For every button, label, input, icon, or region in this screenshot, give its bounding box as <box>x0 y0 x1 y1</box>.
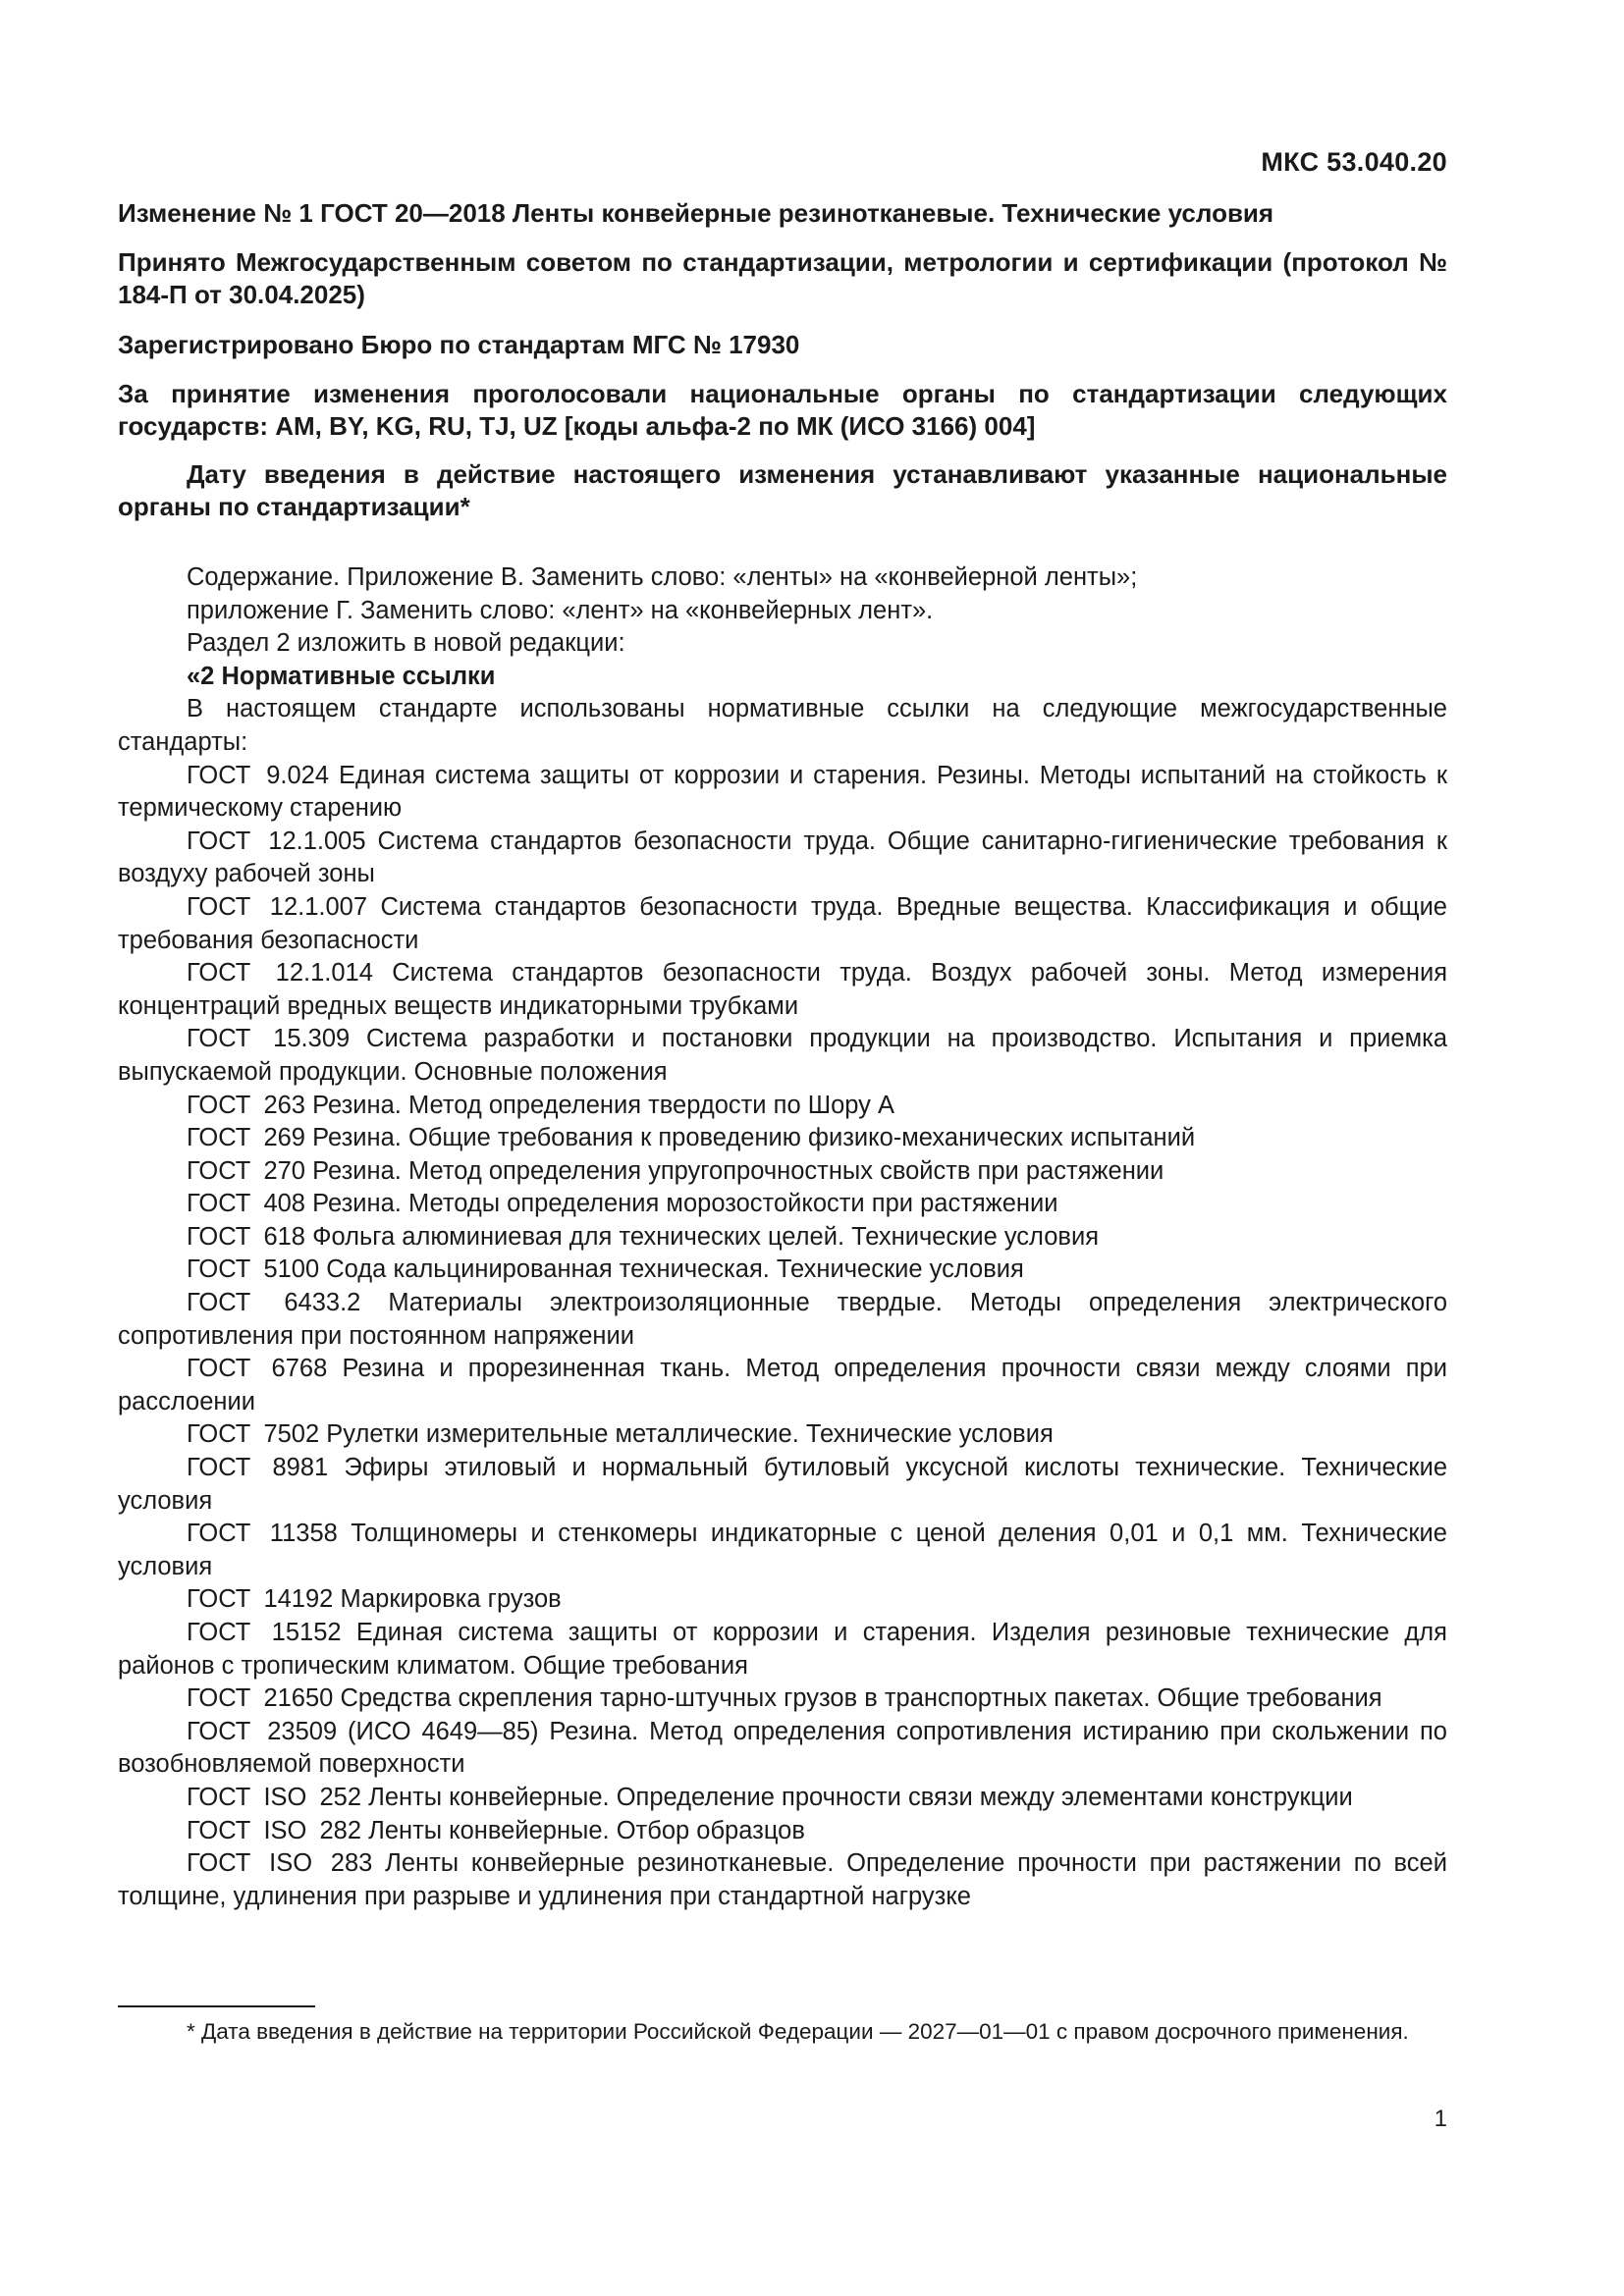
reference-code: ГОСТ 12.1.007 <box>187 892 368 921</box>
reference-title: Резина. Общие требования к проведению физико-механических испытаний <box>312 1124 1196 1152</box>
reference-item <box>118 1287 1447 1353</box>
reference-item <box>118 1452 1447 1518</box>
reference-title: Фольга алюминиевая для технических целей. Технические условия <box>312 1222 1100 1251</box>
amendment-body <box>118 561 1447 1913</box>
reference-title: Эфиры этиловый и нормальный бутиловый уксусной кислоты технические. Технические условия <box>118 1454 1448 1515</box>
reference-item <box>118 1353 1447 1418</box>
reference-item <box>118 891 1447 957</box>
registered-statement: Зарегистрировано Бюро по стандартам МГС № 17930 <box>118 330 800 359</box>
reference-title: Средства скрепления тарно-штучных грузов в транспортных пакетах. Общие требования <box>340 1684 1382 1713</box>
reference-title: Маркировка грузов <box>340 1585 562 1614</box>
reference-title: Резина. Метод определения твердости по Шору А <box>312 1091 895 1119</box>
references-list <box>118 760 1447 1914</box>
reference-title: Ленты конвейерные. Отбор образцов <box>368 1816 805 1844</box>
amendment-title: Изменение № 1 ГОСТ 20—2018 Ленты конвейерные резинотканевые. Технические условия <box>118 198 1274 228</box>
reference-title: (ИСО 4649—85) Резина. Метод определения сопротивления истиранию при скольжении по возобновляемой поверхности <box>118 1717 1447 1779</box>
section-heading: «2 Нормативные ссылки <box>187 662 496 690</box>
mks-code: МКС 53.040.20 <box>1261 147 1447 177</box>
reference-item <box>118 1583 1447 1617</box>
reference-code: ГОСТ 6768 <box>187 1355 328 1383</box>
footnote-divider <box>118 2005 315 2007</box>
reference-item <box>118 1847 1447 1913</box>
reference-code: ГОСТ 618 <box>187 1222 305 1251</box>
reference-item <box>118 957 1447 1023</box>
reference-title: Система разработки и постановки продукции на производство. Испытания и приемка выпускаемой продукции. Основные положения <box>118 1025 1448 1086</box>
reference-title: Резина. Метод определения упругопрочностных свойств при растяжении <box>312 1156 1164 1185</box>
reference-title: Рулетки измерительные металлические. Технические условия <box>326 1420 1054 1449</box>
reference-item <box>118 1782 1447 1815</box>
reference-code: ГОСТ 8981 <box>187 1454 329 1482</box>
reference-title: Ленты конвейерные. Определение прочности связи между элементами конструкции <box>368 1783 1353 1811</box>
reference-item <box>118 1188 1447 1221</box>
content-change-line: приложение Г. Заменить слово: «лент» на «конвейерных лент». <box>187 596 934 624</box>
reference-item <box>118 1090 1447 1123</box>
reference-code: ГОСТ 11358 <box>187 1520 338 1548</box>
reference-title: Материалы электроизоляционные твердые. Методы определения электрического сопротивления при постоянном напряжении <box>118 1289 1448 1350</box>
reference-code: ГОСТ 9.024 <box>187 761 330 789</box>
reference-item <box>118 1418 1447 1452</box>
reference-title: Единая система защиты от коррозии и старения. Резины. Методы испытаний на стойкость к термическому старению <box>118 761 1447 823</box>
voted-statement: За принятие изменения проголосовали национальные органы по стандартизации следующих государств: AM, BY, KG, RU, TJ, UZ [коды альфа-2 по МК (ИСО 3166) 004] <box>118 379 1447 441</box>
reference-title: Система стандартов безопасности труда. Воздух рабочей зоны. Метод измерения концентраций вредных веществ индикаторными трубками <box>118 959 1447 1020</box>
reference-code: ГОСТ 408 <box>187 1190 305 1218</box>
reference-code: ГОСТ 269 <box>187 1124 305 1152</box>
reference-code: ГОСТ 270 <box>187 1156 305 1185</box>
reference-title: Сода кальцинированная техническая. Технические условия <box>326 1255 1024 1284</box>
reference-code: ГОСТ 23509 <box>187 1717 338 1745</box>
reference-code: ГОСТ ISO 252 <box>187 1783 361 1811</box>
reference-item <box>118 1815 1447 1848</box>
reference-title: Ленты конвейерные резинотканевые. Определение прочности при растяжении по всей толщине, удлинения при разрыве и удлинения при стандартной нагрузке <box>118 1849 1447 1910</box>
reference-item <box>118 1518 1447 1583</box>
reference-code: ГОСТ 263 <box>187 1091 305 1119</box>
reference-item <box>118 1221 1447 1255</box>
reference-item <box>118 1617 1447 1682</box>
reference-item <box>118 1254 1447 1287</box>
reference-item <box>118 1716 1447 1782</box>
reference-title: Единая система защиты от коррозии и старения. Изделия резиновые технические для районов с тропическим климатом. Общие требования <box>118 1619 1447 1680</box>
content-change-line: Содержание. Приложение В. Заменить слово: «ленты» на «конвейерной ленты»; <box>187 563 1138 591</box>
reference-code: ГОСТ 12.1.005 <box>187 827 366 855</box>
reference-item <box>118 1155 1447 1189</box>
reference-code: ГОСТ 6433.2 <box>187 1289 361 1317</box>
reference-title: Резина и прорезиненная ткань. Метод определения прочности связи между слоями при расслоении <box>118 1355 1447 1415</box>
section-intro: В настоящем стандарте использованы нормативные ссылки на следующие межгосударственные стандарты: <box>118 695 1447 756</box>
reference-code: ГОСТ 15.309 <box>187 1025 351 1053</box>
reference-item <box>118 760 1447 826</box>
section-change-line: Раздел 2 изложить в новой редакции: <box>187 629 625 658</box>
reference-item <box>118 1023 1447 1089</box>
reference-title: Толщиномеры и стенкомеры индикаторные с ценой деления 0,01 и 0,1 мм. Технические условия <box>118 1520 1447 1580</box>
footnote: * Дата введения в действие на территории Российской Федерации — 2027—01—01 с правом досрочного применения. <box>187 2019 1409 2044</box>
reference-code: ГОСТ ISO 282 <box>187 1816 361 1844</box>
reference-title: Система стандартов безопасности труда. Вредные вещества. Классификация и общие требования безопасности <box>118 892 1447 954</box>
reference-code: ГОСТ 7502 <box>187 1420 320 1449</box>
reference-item <box>118 826 1447 891</box>
page-number: 1 <box>1434 2106 1447 2132</box>
reference-code: ГОСТ 5100 <box>187 1255 320 1284</box>
adopted-statement: Принято Межгосударственным советом по стандартизации, метрологии и сертификации (протокол № 184-П от 30.04.2025) <box>118 247 1447 309</box>
reference-code: ГОСТ 21650 <box>187 1684 334 1713</box>
reference-code: ГОСТ ISO 283 <box>187 1849 373 1878</box>
reference-code: ГОСТ 14192 <box>187 1585 334 1614</box>
reference-title: Система стандартов безопасности труда. Общие санитарно-гигиенические требования к воздуху рабочей зоны <box>118 827 1448 888</box>
reference-code: ГОСТ 12.1.014 <box>187 959 373 988</box>
reference-item <box>118 1682 1447 1716</box>
reference-title: Резина. Методы определения морозостойкости при растяжении <box>312 1190 1058 1218</box>
document-page <box>118 0 1447 2296</box>
reference-item <box>118 1122 1447 1155</box>
date-intro-statement: Дату введения в действие настоящего изменения устанавливают указанные национальные органы по стандартизации* <box>118 459 1447 521</box>
reference-code: ГОСТ 15152 <box>187 1619 342 1646</box>
